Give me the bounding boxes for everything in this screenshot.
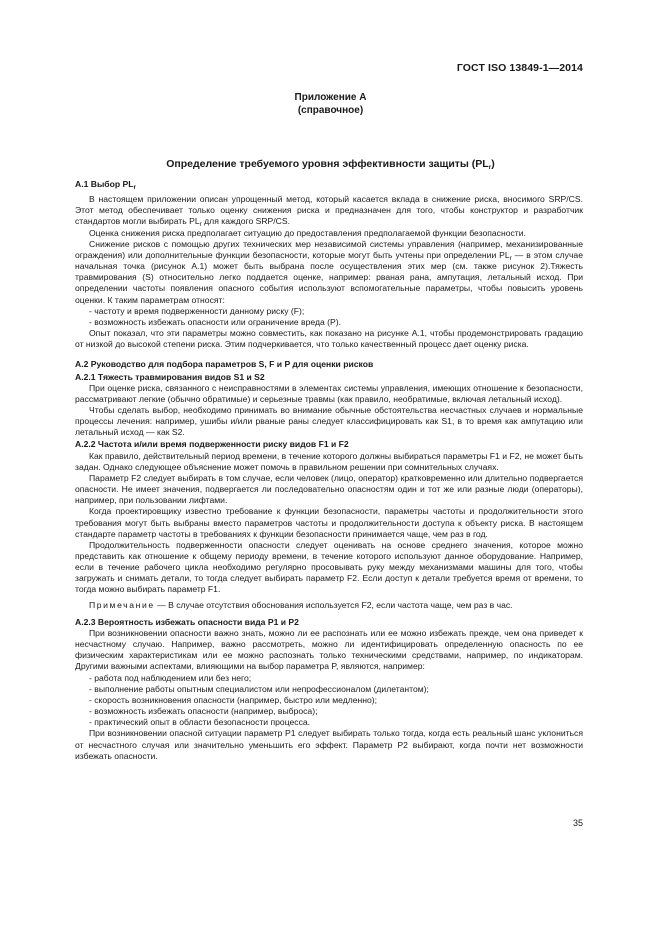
list-item: - практический опыт в области безопасности процесса.	[89, 717, 311, 728]
document-header-id: ГОСТ ISO 13849-1—2014	[456, 62, 583, 74]
section-a21-heading: А.2.1 Тяжесть травмирования видов S1 и S2	[75, 371, 265, 382]
section-a2-heading: А.2 Руководство для подбора параметров S, F и P для оценки рисков	[75, 359, 374, 370]
list-item: - частоту и время подверженности данному риску (F);	[89, 305, 305, 316]
main-title: Определение требуемого уровня эффективности защиты $(PL_r)$	[166, 158, 495, 171]
paragraph: Когда проектировщику известно требование к функции безопасности, параметры частоты и продолжительности этого требования могут быть выбраны вместо параметров частоты и продолжительности доступа к объекту риска. В настоящем стандарте параметр частоты в требованиях к функции безопасности принимается чаще, чем раз в год.	[75, 506, 583, 539]
annex-heading	[0, 91, 661, 117]
list-item: - выполнение работы опытным специалистом или непрофессионалом (дилетантом);	[89, 683, 429, 694]
section-a23-heading: А.2.3 Вероятность избежать опасности вида P1 и P2	[75, 616, 299, 627]
note: Примечание — В случае отсутствия обоснования используется F2, если частота чаще, чем раз в час.	[89, 599, 513, 610]
section-a22-heading: А.2.2 Частота и/или время подверженности риску видов F1 и F2	[75, 439, 349, 450]
list-item: - скорость возникновения опасности (например, быстро или медленно);	[89, 694, 378, 705]
paragraph: Оценка снижения риска предполагает ситуацию до предоставления предполагаемой функции безопасности.	[89, 227, 526, 238]
paragraph: В настоящем приложении описан упрощенный метод, который касается вклада в снижение риска, вносимого SRP/CS. Этот метод обеспечивает только оценку снижения риска и предназначен для того, чтобы конструктор и разработчик стандартов могли выбирать $PL_r$ для каждого SRP/CS.	[75, 194, 583, 229]
list-item: - возможность избежать опасности (например, выброса);	[89, 706, 318, 717]
paragraph: Продолжительность подверженности опасности следует оценивать на основе среднего значения, которое можно представить как отношение к общему периоду времени, в течение которого используют данное оборудование. Например, если в течение рабочего цикла необходимо регулярно просовывать руку между механизмами машины для того, чтобы загружать и снимать детали, то тогда следует выбирать параметр F2. Если доступ к детали требуется время от времени, то тогда можно выбирать параметр F1.	[75, 539, 583, 595]
paragraph: При возникновении опасности важно знать, можно ли ее распознать или ее можно избежать прежде, чем она приведет к несчастному случаю. Например, важно рассмотреть, можно ли идентифицировать определенную опасность по ее физическим характеристикам или ее можно распознать только техническими средствами, например, по индикаторам. Другими важными аспектами, влияющими на выбор параметра P, являются, например:	[75, 627, 583, 672]
paragraph: При возникновении опасной ситуации параметр P1 следует выбирать только тогда, когда есть реальный шанс уклониться от несчастного случая или значительно уменьшить его эффект. Параметр P2 выбирают, когда почти нет возможности избежать опасности.	[75, 728, 583, 761]
paragraph: Как правило, действительный период времени, в течение которого должны выбираться параметры F1 и F2, не может быть задан. Однако следующее объяснение может помочь в правильном решении при сомнительных случаях.	[75, 450, 583, 472]
paragraph: Опыт показал, что эти параметры можно совместить, как показано на рисунке А.1, чтобы продемонстрировать градацию от низкой до высокой степени риска. Этим подчеркивается, что только качественный процесс дает оценку риска.	[75, 328, 583, 350]
list-item: - работа под наблюдением или без него;	[89, 672, 252, 683]
document-body	[75, 179, 583, 762]
section-a1-heading: А.1 Выбор $PL_r$	[75, 179, 137, 191]
paragraph: Снижение рисков с помощью других технических мер независимой системы управления (например, механизированные ограждения) или дополнительные функции безопасности, которые могут быть учтены при определении $PL_r$ — в этом случае начальная точка (рисунок А.1) может быть выбрана после осуществления этих мер (см. также рисунок 2).Тяжесть травмирования (S) относительно легко поддается оценке, например: рваная рана, ампутация, летальный исход. При определении частоты появления опасного события используют вспомогательные параметры, чтобы повысить уровень оценки. К таким параметрам относят:	[75, 238, 583, 305]
paragraph: Параметр F2 следует выбирать в том случае, если человек (лицо, оператор) кратковременно или длительно подвергается опасности. Не имеет значения, подвергается ли последовательно опасностям один и тот же или разные люди (операторы), например, при пользовании лифтами.	[75, 472, 583, 506]
note-label: Примечание	[89, 599, 155, 610]
annex-kind: (справочное)	[297, 105, 364, 116]
annex-title: Приложение А	[294, 92, 367, 103]
page-number: 35	[572, 818, 583, 828]
list-item: - возможность избежать опасности или ограничение вреда (P).	[89, 316, 342, 327]
paragraph: Чтобы сделать выбор, необходимо принимать во внимание обычные обстоятельства несчастных случаев и нормальные процессы лечения: например, ушибы и/или рваные раны следует классифицировать как S1, в то время как ампутацию или летальный исход — как S2.	[75, 404, 583, 438]
paragraph: При оценке риска, связанного с неисправностями в элементах системы управления, имеющих отношение к безопасности, рассматривают легкие (обычно обратимые) и серьезные травмы (как правило, необратимые, включая летальный исход).	[75, 382, 583, 404]
